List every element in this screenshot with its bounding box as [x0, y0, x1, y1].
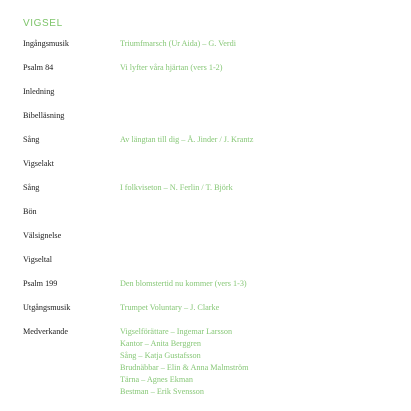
row-label: Inledning — [23, 87, 55, 96]
row-label: Vigseltal — [23, 255, 53, 264]
participant-item: Bestman – Erik Svensson — [120, 387, 204, 396]
program-row — [23, 62, 403, 74]
participant-item: Tärna – Agnes Ekman — [120, 375, 193, 384]
row-value: I folkviseton – N. Ferlin / T. Björk — [120, 183, 233, 192]
row-label: Välsignelse — [23, 231, 62, 240]
program-row — [23, 38, 403, 50]
row-label: Sång — [23, 135, 40, 144]
participants-label: Medverkande — [23, 327, 69, 336]
row-value: Av längtan till dig – Å. Jinder / J. Krantz — [120, 135, 254, 144]
section-heading: VIGSEL — [23, 18, 63, 29]
row-label: Psalm 84 — [23, 63, 54, 72]
program-row — [23, 206, 403, 218]
row-value: Triumfmarsch (Ur Aida) – G. Verdi — [120, 39, 236, 48]
program-row — [23, 158, 403, 170]
program-row — [23, 230, 403, 242]
program-row — [23, 278, 403, 290]
participants-row — [23, 326, 403, 398]
program-row — [23, 302, 403, 314]
participant-item: Kantor – Anita Berggren — [120, 339, 202, 348]
row-label: Bön — [23, 207, 37, 216]
row-label: Utgångsmusik — [23, 303, 71, 312]
row-value: Den blomstertid nu kommer (vers 1-3) — [120, 279, 247, 288]
program-row — [23, 254, 403, 266]
row-label: Sång — [23, 183, 40, 192]
program-row — [23, 134, 403, 146]
row-value: Vi lyfter våra hjärtan (vers 1-2) — [120, 63, 223, 72]
row-label: Psalm 199 — [23, 279, 58, 288]
row-label: Ingångsmusik — [23, 39, 69, 48]
participant-item: Vigselförättare – Ingemar Larsson — [120, 327, 233, 336]
participants-list — [120, 326, 248, 398]
row-label: Vigselakt — [23, 159, 54, 168]
participant-item: Sång – Katja Gustafsson — [120, 351, 201, 360]
program-row — [23, 86, 403, 98]
row-label: Bibelläsning — [23, 111, 65, 120]
program-row — [23, 182, 403, 194]
program-row — [23, 110, 403, 122]
row-value: Trumpet Voluntary – J. Clarke — [120, 303, 220, 312]
participant-item: Brudnäbbar – Elin & Anna Malmström — [120, 363, 249, 372]
